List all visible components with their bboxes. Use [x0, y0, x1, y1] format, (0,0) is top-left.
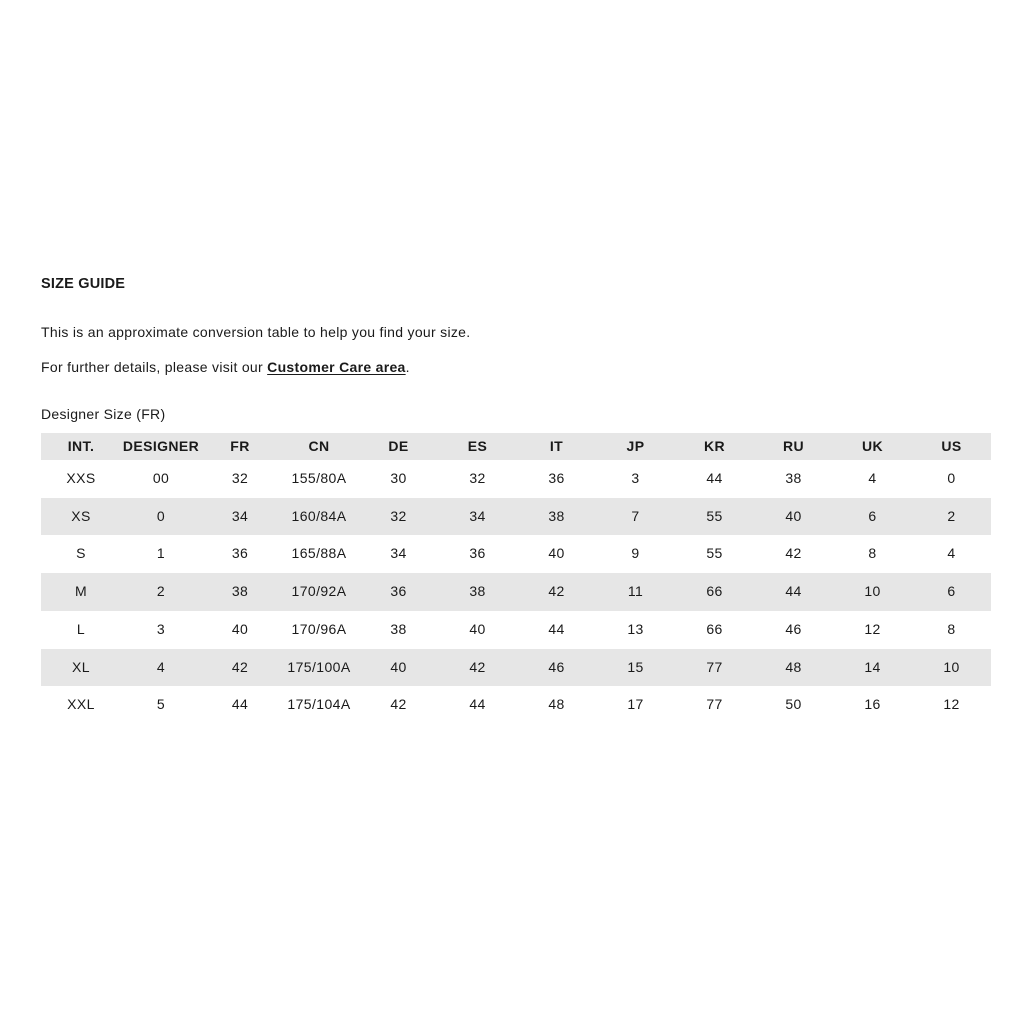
cell-es: 42: [438, 649, 517, 687]
cell-de: 36: [359, 573, 438, 611]
cell-es: 38: [438, 573, 517, 611]
table-header-row: [41, 433, 991, 460]
cell-es: 32: [469, 470, 486, 486]
cell-designer: 3: [156, 620, 166, 637]
cell-jp: 9: [631, 545, 640, 562]
cell-it: 48: [548, 696, 565, 713]
cell-fr: 40: [231, 620, 249, 637]
cell-designer: 1: [156, 545, 166, 562]
cell-int: S: [76, 545, 86, 562]
cell-us: 8: [947, 620, 956, 637]
cell-jp: 7: [596, 498, 675, 536]
cell-fr: 36: [231, 545, 249, 562]
cell-uk: 6: [833, 498, 912, 536]
table-row: [41, 649, 991, 687]
table-row: [41, 498, 991, 536]
intro-text: This is an approximate conversion table to help you find your size.: [41, 324, 471, 340]
cell-uk: 14: [833, 649, 912, 687]
size-guide-title: SIZE GUIDE: [41, 276, 126, 292]
cell-us: 12: [943, 696, 960, 713]
header-cn: CN: [279, 433, 359, 460]
cell-es: 40: [469, 620, 486, 637]
cell-designer: 00: [152, 470, 170, 486]
cell-es: 44: [469, 696, 486, 713]
cell-ru: 40: [754, 498, 833, 536]
cell-fr: 44: [231, 696, 249, 713]
further-details-suffix: .: [405, 359, 410, 375]
table-caption: Designer Size (FR): [41, 406, 166, 422]
cell-us: 2: [912, 498, 991, 536]
cell-int: XL: [41, 649, 121, 687]
size-table-body: [41, 460, 991, 724]
cell-uk: 10: [833, 573, 912, 611]
customer-care-link[interactable]: Customer Care area: [267, 359, 406, 375]
cell-kr: 55: [706, 545, 723, 562]
cell-kr: 55: [675, 498, 754, 536]
cell-fr: 38: [201, 573, 279, 611]
cell-fr: 34: [201, 498, 279, 536]
cell-cn: 160/84A: [279, 498, 359, 536]
cell-cn: 155/80A: [291, 470, 347, 486]
cell-it: 44: [548, 620, 565, 637]
cell-designer: 0: [121, 498, 201, 536]
cell-ru: 38: [785, 470, 802, 486]
cell-de: 40: [359, 649, 438, 687]
cell-cn: 170/92A: [279, 573, 359, 611]
cell-int: XXS: [66, 470, 96, 486]
header-designer: DESIGNER: [121, 433, 201, 460]
cell-designer: 4: [121, 649, 201, 687]
cell-it: 42: [517, 573, 596, 611]
further-details-text: [41, 357, 987, 377]
cell-fr: 32: [231, 470, 249, 486]
cell-kr: 77: [706, 696, 723, 713]
further-details-prefix: For further details, please visit our: [41, 359, 268, 375]
cell-cn: 170/96A: [291, 620, 347, 637]
header-de: DE: [359, 433, 438, 460]
table-row: [41, 611, 991, 649]
cell-it: 46: [517, 649, 596, 687]
cell-uk: 4: [868, 470, 877, 486]
cell-jp: 15: [596, 649, 675, 687]
header-us: US: [912, 433, 991, 460]
header-es: ES: [438, 433, 517, 460]
cell-int: XS: [41, 498, 121, 536]
table-row: [41, 573, 991, 611]
table-row: [41, 460, 991, 498]
cell-uk: 16: [864, 696, 881, 713]
cell-it: 36: [548, 470, 565, 486]
cell-de: 34: [390, 545, 407, 562]
cell-uk: 8: [868, 545, 877, 562]
size-guide-panel: [41, 274, 987, 724]
cell-de: 38: [390, 620, 407, 637]
cell-designer: 2: [121, 573, 201, 611]
cell-cn: 175/104A: [287, 696, 351, 713]
cell-ru: 44: [754, 573, 833, 611]
cell-es: 34: [438, 498, 517, 536]
cell-jp: 11: [596, 573, 675, 611]
table-row: [41, 686, 991, 724]
size-conversion-table: [41, 433, 991, 724]
cell-es: 36: [469, 545, 486, 562]
cell-kr: 44: [706, 470, 723, 486]
cell-designer: 5: [156, 696, 166, 713]
cell-de: 32: [359, 498, 438, 536]
cell-ru: 46: [785, 620, 802, 637]
header-ru: RU: [754, 433, 833, 460]
table-row: [41, 535, 991, 573]
cell-us: 4: [947, 545, 956, 562]
cell-ru: 48: [754, 649, 833, 687]
cell-uk: 12: [864, 620, 881, 637]
cell-kr: 77: [675, 649, 754, 687]
cell-int: L: [76, 620, 86, 637]
cell-us: 10: [912, 649, 991, 687]
cell-us: 0: [947, 470, 956, 486]
cell-it: 40: [548, 545, 565, 562]
cell-int: XXL: [67, 696, 95, 713]
header-uk: UK: [833, 433, 912, 460]
cell-jp: 17: [627, 696, 644, 713]
header-kr: KR: [675, 433, 754, 460]
cell-it: 38: [517, 498, 596, 536]
cell-us: 6: [912, 573, 991, 611]
cell-kr: 66: [675, 573, 754, 611]
header-fr: FR: [201, 433, 279, 460]
header-int: INT.: [41, 433, 121, 460]
cell-jp: 13: [627, 620, 644, 637]
cell-cn: 165/88A: [291, 545, 347, 562]
cell-jp: 3: [631, 470, 640, 486]
cell-ru: 50: [785, 696, 802, 713]
header-jp: JP: [596, 433, 675, 460]
cell-int: M: [41, 573, 121, 611]
cell-kr: 66: [706, 620, 723, 637]
cell-de: 42: [390, 696, 407, 713]
cell-fr: 42: [201, 649, 279, 687]
header-it: IT: [517, 433, 596, 460]
cell-de: 30: [390, 470, 407, 486]
cell-ru: 42: [785, 545, 802, 562]
cell-cn: 175/100A: [279, 649, 359, 687]
